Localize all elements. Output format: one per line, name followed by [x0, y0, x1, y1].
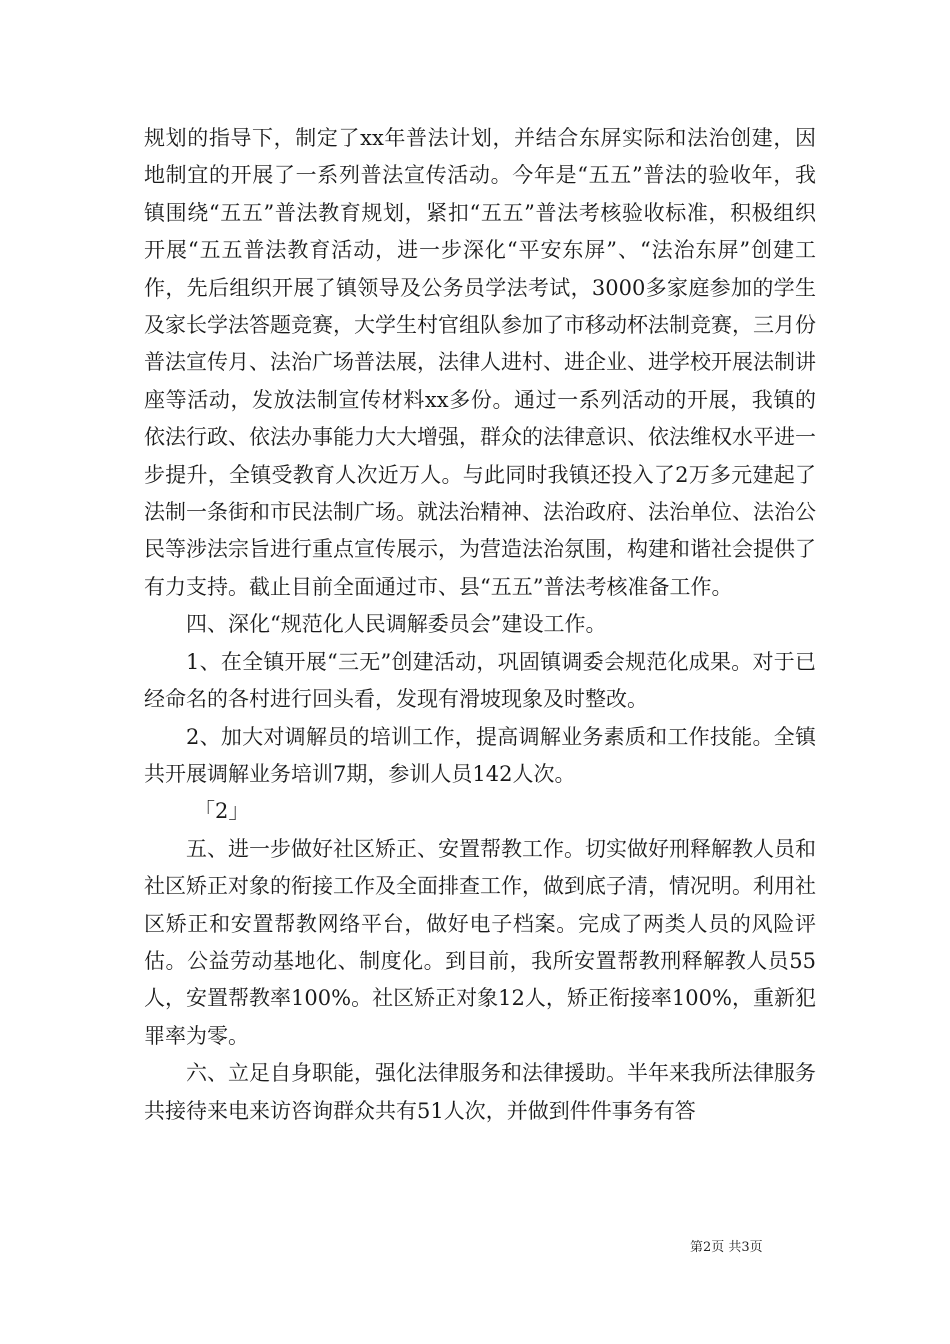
document-body	[144, 120, 816, 1130]
paragraph-continuation: 规划的指导下，制定了xx年普法计划，并结合东屏实际和法治创建，因地制宜的开展了一系列普法宣传活动。今年是“五五”普法的验收年，我镇围绕“五五”普法教育规划，紧扣“五五”普法考核验收标准，积极组织开展“五五普法教育活动，进一步深化“平安东屏”、“法治东屏”创建工作，先后组织开展了镇领导及公务员学法考试，3000多家庭参加的学生及家长学法答题竞赛，大学生村官组队参加了市移动杯法制竞赛，三月份普法宣传月、法治广场普法展，法律人进村、进企业、进学校开展法制讲座等活动，发放法制宣传材料xx多份。通过一系列活动的开展，我镇的依法行政、依法办事能力大大增强，群众的法律意识、依法维权水平进一步提升，全镇受教育人次近万人。与此同时我镇还投入了2万多元建起了法制一条街和市民法制广场。就法治精神、法治政府、法治单位、法治公民等涉法宗旨进行重点宣传展示，为营造法治氛围，构建和谐社会提供了有力支持。截止目前全面通过市、县“五五”普法考核准备工作。	[144, 126, 816, 599]
list-item-1: 1、在全镇开展“三无”创建活动，巩固镇调委会规范化成果。对于已经命名的各村进行回头看，发现有滑坡现象及时整改。	[144, 649, 816, 712]
list-item-2: 2、加大对调解员的培训工作，提高调解业务素质和工作技能。全镇共开展调解业务培训7期，参训人员142人次。	[144, 724, 816, 786]
page-marker: 「2」	[194, 799, 250, 824]
page-number: 第2页 共3页	[690, 1240, 763, 1255]
section-5: 五、进一步做好社区矫正、安置帮教工作。切实做好刑释解教人员和社区矫正对象的衔接工作及全面排查工作，做到底子清，情况明。利用社区矫正和安置帮教网络平台，做好电子档案。完成了两类人员的风险评估。公益劳动基地化、制度化。到目前，我所安置帮教刑释解教人员55人，安置帮教率100%。社区矫正对象12人，矫正衔接率100%，重新犯罪率为零。	[144, 836, 816, 1048]
section-heading-4: 四、深化“规范化人民调解委员会”建设工作。	[186, 612, 607, 637]
section-6: 六、立足自身职能，强化法律服务和法律援助。半年来我所法律服务共接待来电来访咨询群众共有51人次，并做到件件事务有答	[144, 1061, 816, 1123]
